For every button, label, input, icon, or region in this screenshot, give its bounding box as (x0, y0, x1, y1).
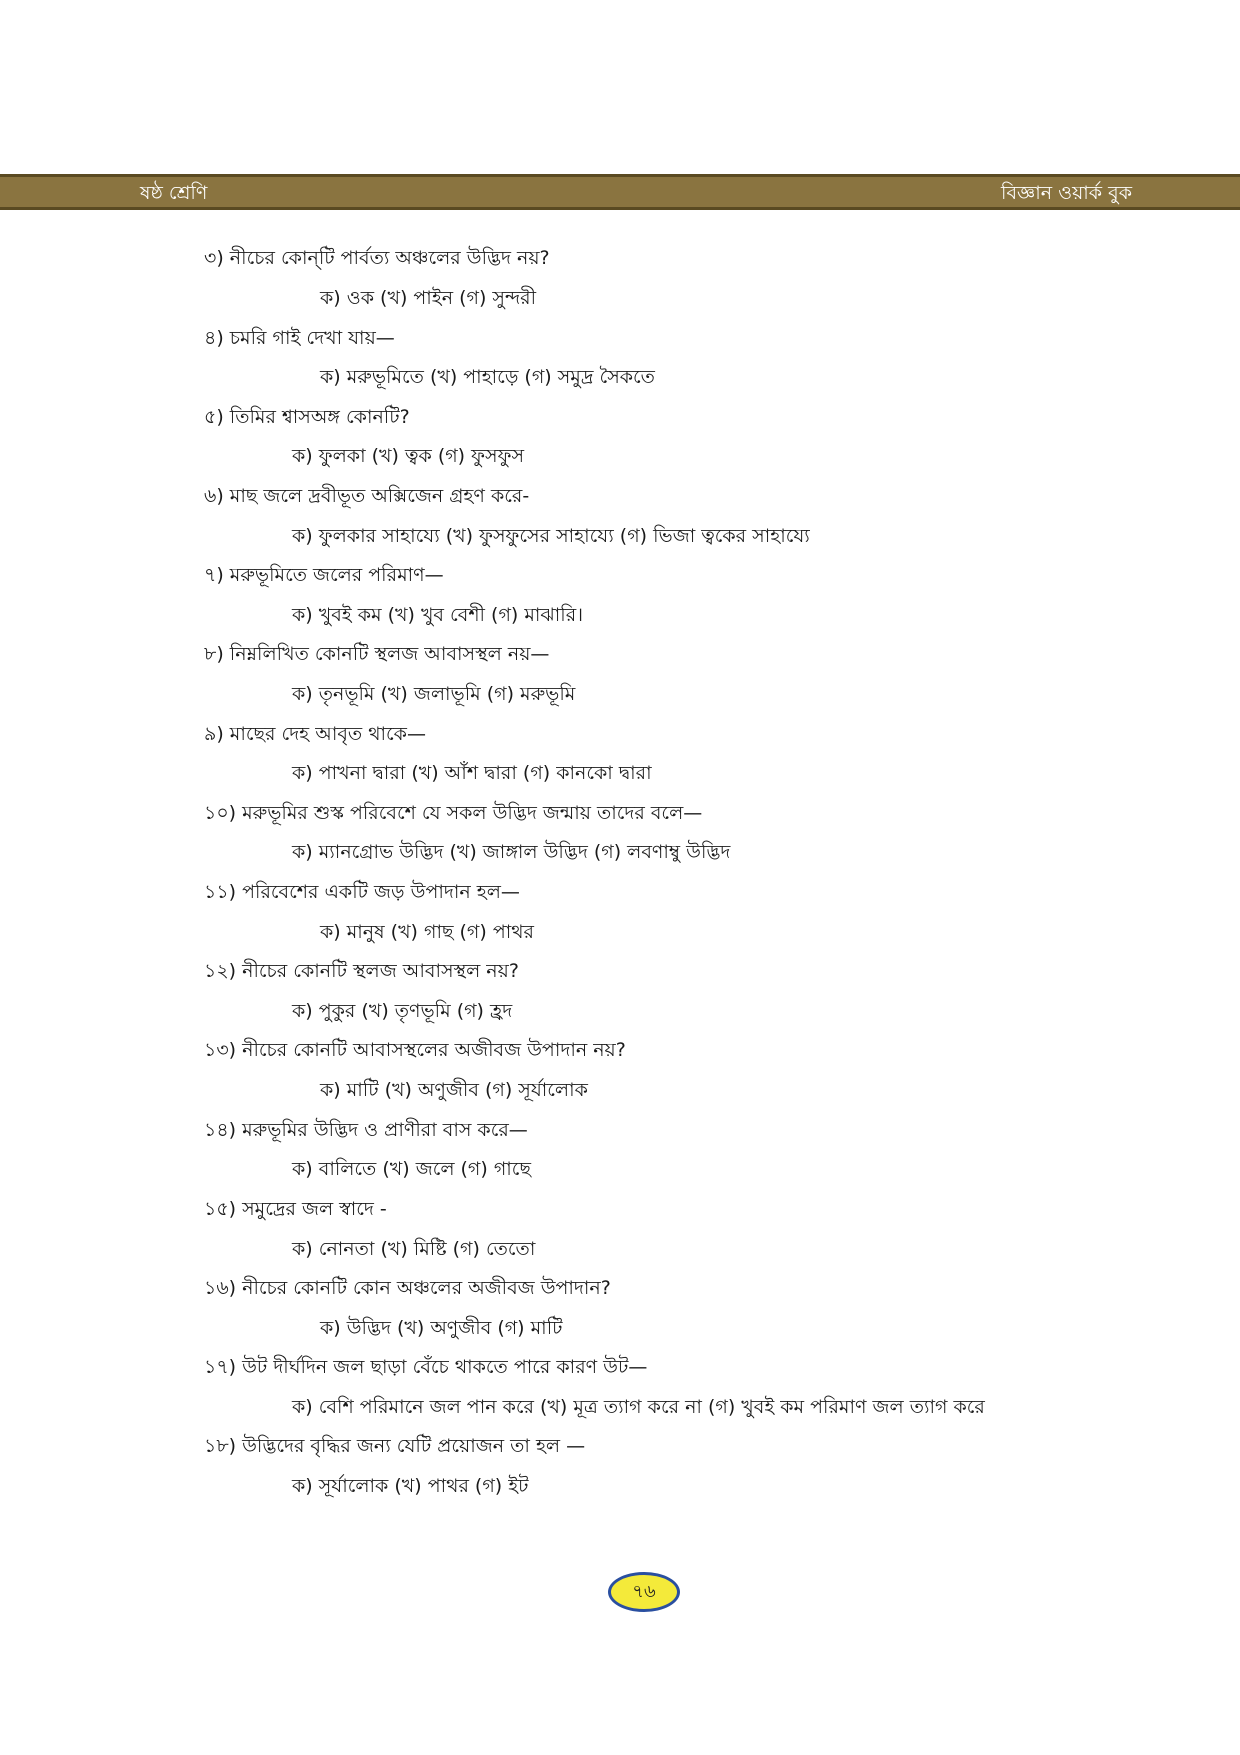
options-12: ক) পুকুর (খ) তৃণভূমি (গ) হ্রদ (292, 1000, 513, 1022)
options-18: ক) সূর্যালোক (খ) পাথর (গ) ইট (292, 1475, 529, 1497)
question-11: ১১) পরিবেশের একটি জড় উপাদান হল— (204, 881, 520, 903)
options-4: ক) মরুভূমিতে (খ) পাহাড়ে (গ) সমুদ্র সৈকতে (320, 366, 655, 388)
options-16: ক) উদ্ভিদ (খ) অণুজীব (গ) মাটি (320, 1317, 563, 1339)
options-9: ক) পাখনা দ্বারা (খ) আঁশ দ্বারা (গ) কানকো দ্বারা (292, 762, 652, 784)
question-4: ৪) চমরি গাই দেখা যায়— (204, 327, 395, 349)
question-18: ১৮) উদ্ভিদের বৃদ্ধির জন্য যেটি প্রয়োজন তা হল — (204, 1435, 586, 1457)
question-13: ১৩) নীচের কোনটি আবাসস্থলের অজীবজ উপাদান নয়? (204, 1039, 626, 1061)
header-book-title: বিজ্ঞান ওয়ার্ক বুক (1001, 182, 1132, 204)
question-17: ১৭) উট দীর্ঘদিন জল ছাড়া বেঁচে থাকতে পারে কারণ উট— (204, 1356, 648, 1378)
question-3: ৩) নীচের কোন্‌টি পার্বত্য অঞ্চলের উদ্ভিদ নয়? (204, 247, 550, 269)
question-8: ৮) নিম্নলিখিত কোনটি স্থলজ আবাসস্থল নয়— (204, 643, 550, 665)
options-17: ক) বেশি পরিমানে জল পান করে (খ) মূত্র ত্যাগ করে না (গ) খুবই কম পরিমাণ জল ত্যাগ করে (292, 1396, 985, 1418)
options-8: ক) তৃনভূমি (খ) জলাভূমি (গ) মরুভূমি (292, 683, 576, 705)
header-class-label: ষষ্ঠ শ্রেণি (140, 182, 208, 204)
options-5: ক) ফুলকা (খ) ত্বক (গ) ফুসফুস (292, 445, 525, 467)
question-16: ১৬) নীচের কোনটি কোন অঞ্চলের অজীবজ উপাদান? (204, 1277, 611, 1299)
options-10: ক) ম্যানগ্রোভ উদ্ভিদ (খ) জাঙ্গাল উদ্ভিদ (গ) লবণাম্বু উদ্ভিদ (292, 841, 731, 863)
question-14: ১৪) মরুভূমির উদ্ভিদ ও প্রাণীরা বাস করে— (204, 1119, 528, 1141)
question-9: ৯) মাছের দেহ আবৃত থাকে— (204, 723, 426, 745)
question-5: ৫) তিমির শ্বাসঅঙ্গ কোনটি? (204, 406, 410, 428)
page-number: ৭৬ (608, 1572, 680, 1612)
question-10: ১০) মরুভূমির শুস্ক পরিবেশে যে সকল উদ্ভিদ জন্মায় তাদের বলে— (204, 802, 703, 824)
options-3: ক) ওক (খ) পাইন (গ) সুন্দরী (320, 287, 537, 309)
options-14: ক) বালিতে (খ) জলে (গ) গাছে (292, 1158, 531, 1180)
question-12: ১২) নীচের কোনটি স্থলজ আবাসস্থল নয়? (204, 960, 519, 982)
options-15: ক) নোনতা (খ) মিষ্টি (গ) তেতো (292, 1238, 536, 1260)
header-band (0, 174, 1240, 210)
question-6: ৬) মাছ জলে দ্রবীভূত অক্সিজেন গ্রহণ করে- (204, 485, 530, 507)
options-13: ক) মাটি (খ) অণুজীব (গ) সূর্যালোক (320, 1079, 588, 1101)
question-7: ৭) মরুভূমিতে জলের পরিমাণ— (204, 564, 444, 586)
options-6: ক) ফুলকার সাহায্যে (খ) ফুসফুসের সাহায্যে (গ) ভিজা ত্বকের সাহায্যে (292, 525, 810, 547)
question-15: ১৫) সমুদ্রের জল স্বাদে - (204, 1198, 387, 1220)
options-7: ক) খুবই কম (খ) খুব বেশী (গ) মাঝারি। (292, 604, 583, 626)
options-11: ক) মানুষ (খ) গাছ (গ) পাথর (320, 921, 534, 943)
